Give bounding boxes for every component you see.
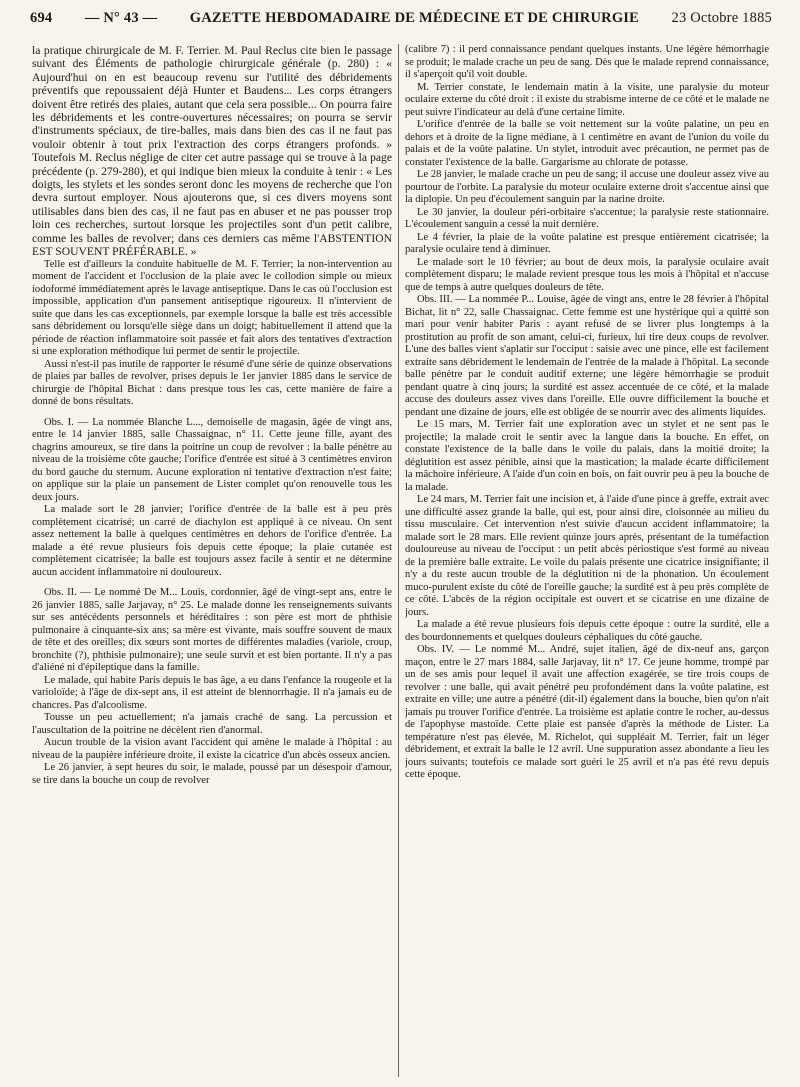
- page-header: [30, 10, 772, 36]
- left-column: [32, 44, 392, 1081]
- paragraph: Aucun trouble de la vision avant l'accident qui amène le malade à l'hôpital : au niveau de la paupière inférieure droite, il existe la cicatrice d'un abcès osseux ancien.: [32, 737, 392, 761]
- column-divider: [398, 44, 399, 1077]
- paragraph: L'orifice d'entrée de la balle se voit nettement sur la voûte palatine, un peu en dehors et à droite de la ligne médiane, à 1 centimètre en avant de l'union du voile du palais et de la voûte palatine. Un stylet, introduit avec précaution, ne permet pas de constater l'existence de la balle. Gargarisme au chlorate de potasse.: [405, 119, 769, 168]
- observation-2: Obs. II. — Le nommé De M... Louis, cordonnier, âgé de vingt-sept ans, entre le 26 janvier 1885, salle Jarjavay, n° 25. Le malade donne les renseignements suivants sur ses antécédents personnels et héréditaires : son père est mort de phthisie pulmonaire à cinquante-six ans; sa mère est vivante, mais souffre souvent de maux de tête et des oreilles; dix sœurs sont mortes de différentes maladies (variole, croup, bronchite (?), phthisie pulmonaire); une seule survit et est bien portante. Il n'y a pas d'aliéné ni d'épileptique dans la famille.: [32, 587, 392, 673]
- paragraph: Le malade, qui habite Paris depuis le bas âge, a eu dans l'enfance la rougeole et la varioloïde; à l'âge de dix-sept ans, il est atteint de blennorrhagie. Il n'a jamais eu de chancres. Pas d'alcoolisme.: [32, 674, 392, 711]
- paragraph: Telle est d'ailleurs la conduite habituelle de M. F. Terrier; la non-intervention au moment de l'accident et l'occlusion de la plaie avec le collodion simple ou mieux iodoformé immédiatement après le lavage antiseptique. Dans le cas où l'occlusion est impossible, application d'un pansement antiseptique rigoureux. Il n'intervient de suite que dans les cas exceptionnels, par exemple lorsque la balle est très accessible sans débridement ou lorsqu'elle siège dans un doigt; habituellement il attend que la période de réaction inflammatoire soit passée et fait alors des tentatives d'extraction si une exploration méthodique lui permet de sentir le projectile.: [32, 258, 392, 357]
- paragraph: Le 28 janvier, le malade crache un peu de sang; il accuse une douleur assez vive au pourtour de l'orbite. La paralysie du moteur oculaire externe droit s'accentue ainsi que la diplopie. Un peu d'écoulement sanguin par la narine droite.: [405, 169, 769, 205]
- paragraph: La malade sort le 28 janvier; l'orifice d'entrée de la balle est à peu près complètement cicatrisé; un carré de diachylon est appliqué à ce niveau. On sent assez nettement la balle à quelques centimètres en dehors de l'orifice d'entrée. La malade a été revue plusieurs fois depuis cette époque; la plaie cutanée est complètement cicatrisée; la balle est toujours assez facile à sentir et ne détermine aucun accident inflammatoire ni douloureux.: [32, 504, 392, 578]
- paragraph: Le malade sort le 10 février; au bout de deux mois, la paralysie oculaire avait complètement disparu; le malade revient presque tous les mois à l'hôpital et n'accuse que de temps à autre quelques douleurs de tête.: [405, 256, 769, 293]
- issue-number: — N° 43 —: [84, 10, 158, 26]
- paragraph: Le 30 janvier, la douleur péri-orbitaire s'accentue; la paralysie reste stationnaire. L'écoulement sanguin a cessé la nuit dernière.: [405, 206, 769, 230]
- paragraph: Le 15 mars, M. Terrier fait une exploration avec un stylet et ne sent pas le projectile; la malade croit le sentir avec la langue dans la bouche. En effet, on constate l'existence de la balle dans le voile du palais, dans la moitié droite; la déglutition est assez pénible, ainsi que la mastication; la malade écarte difficilement la mâchoire inférieure. A l'aide d'un coin en bois, on fait ouvrir peu à peu la bouche de la malade.: [405, 419, 769, 493]
- journal-title: GAZETTE HEBDOMADAIRE DE MÉDECINE ET DE CHIRURGIE: [189, 10, 640, 26]
- issue-date: 23 Octobre 1885: [671, 10, 772, 26]
- observation-3: Obs. III. — La nommée P... Louise, âgée de vingt ans, entre le 28 février à l'hôpital Bichat, lit n° 22, salle Chassaignac. Cette femme est une hystérique qui a quitté son mari pour venir habiter Paris : ayant refusé de se livrer plus longtemps à la prostitution au profit de son amant, celui-ci, furieux, lui tire deux coups de revolver. L'une des balles vient s'aplatir sur l'occiput : saisie avec une pince, elle est facilement extraite sans débridement le lendemain de l'entrée de la malade à l'hôpital. La seconde balle pénètre par le conduit auditif externe; une légère hémorrhagie se produit pendant quatre à cinq jours; la surdité est assez accentuée de ce côté, et la malade accuse des douleurs assez vives dans l'oreille. Elle ouvre difficilement la bouche et pendant une dizaine de jours, elle est obligée de se nourrir avec des aliments liquides.: [405, 294, 769, 418]
- paragraph: Le 26 janvier, à sept heures du soir, le malade, poussé par un désespoir d'amour, se tire dans la bouche un coup de revolver: [32, 762, 392, 786]
- paragraph: Le 4 février, la plaie de la voûte palatine est presque entièrement cicatrisée; la paralysie oculaire tend à diminuer.: [405, 231, 769, 255]
- right-column: [405, 44, 769, 1081]
- observation-1: Obs. I. — La nommée Blanche L..., demoiselle de magasin, âgée de vingt ans, entre le 14 janvier 1885, salle Chassaignac, n° 11. Cette jeune fille, ayant des chagrins amoureux, se tire dans la poitrine un coup de revolver : la balle pénètre au niveau de la troisième côte gauche; l'orifice d'entrée est situé à 3 centimètres environ du bord gauche du sternum. Aucune exploration ni tentative d'extraction n'est faite; on applique sur la plaie un pansement de Lister complet qu'on renouvelle tous les deux jours.: [32, 416, 392, 503]
- page-number: 694: [30, 10, 53, 26]
- paragraph: Aussi n'est-il pas inutile de rapporter le résumé d'une série de quinze observations de plaies par balles de revolver, prises depuis le 1er janvier 1885 dans le service de chirurgie de l'hôpital Bichat : dans presque tous les cas, cette manière de faire a donné de bons résultats.: [32, 358, 392, 407]
- paragraph: Tousse un peu actuellement; n'a jamais craché de sang. La percussion et l'auscultation de la poitrine ne décèlent rien d'anormal.: [32, 712, 392, 736]
- paragraph: Le 24 mars, M. Terrier fait une incision et, à l'aide d'une pince à greffe, extrait avec une difficulté assez grande la balle, qui est, pour ainsi dire, cloisonnée au milieu du tissu musculaire. Cet intervention n'est suivie d'aucun accident inflammatoire; la malade sort le 28 mars. Elle revient quinze jours après, présentant de la tuméfaction douloureuse au niveau de l'occiput : un petit abcès périostique s'est formé au niveau de la première balle extraite. Le voile du palais présente une cicatrice insignifiante; il n'y a du reste aucun trouble de la déglutition ni de la phonation. Un écoulement muco-purulent existe du côté de l'oreille gauche; la surdité est à peu près complète de ce côté. L'abcès de la région occipitale est ouvert et se cicatrise en une dizaine de jours.: [405, 494, 769, 618]
- paragraph: (calibre 7) : il perd connaissance pendant quelques instants. Une légère hémorrhagie se produit; le malade crache un peu de sang. Dès que le malade reprend connaissance, il s'aperçoit qu'il voit double.: [405, 44, 769, 80]
- observation-4: Obs. IV. — Le nommé M... André, sujet italien, âgé de dix-neuf ans, garçon maçon, entre le 27 mars 1884, salle Jarjavay, lit n° 17. Ce jeune homme, trompé par un de ses amis pour lequel il avait une affection exagérée, se tire trois coups de revolver : une balle, qui avait pénétré peu profondément dans la voûte palatine, est extraite en ville; une autre a pénétré (dit-il) également dans la bouche, bien qu'on n'ait jamais pu trouver l'orifice d'entrée. La troisième est aplatie contre le rocher, au-dessus de l'apophyse mastoïde. Cette plaie est pansée d'après la méthode de Lister. La température n'est pas élevée, M. Richelot, qui suppléait M. Terrier, fait un léger débridement, et extrait la balle le 12 avril. Une suppuration assez abondante a lieu les jours suivants; toutefois ce malade sort guéri le 25 avril et n'a pas été revu depuis cette époque.: [405, 644, 769, 780]
- paragraph: M. Terrier constate, le lendemain matin à la visite, une paralysie du moteur oculaire externe du côté droit : il existe du strabisme interne de ce côté et le malade ne peut suivre l'indicateur au delà d'une certaine limite.: [405, 81, 769, 118]
- paragraph: La malade a été revue plusieurs fois depuis cette époque : outre la surdité, elle a des bourdonnements et quelques douleurs céphaliques du côté gauche.: [405, 619, 769, 643]
- paragraph: la pratique chirurgicale de M. F. Terrier. M. Paul Reclus cite bien le passage suivant des Éléments de pathologie chirurgicale générale (p. 280) : « Aujourd'hui on en est beaucoup revenu sur l'utilité des débridements préventifs que repoussaient déjà Hunter et Baudens... Les corps étrangers doivent être retirés des plaies, autant que cela sera possible... On pourra faire les débridements et les contre-ouvertures nécessaires; on pourra se servir d'instruments spéciaux, de tire-balles, mais dans bien des cas il ne faut pas vouloir obtenir à tout prix l'extraction des corps étrangers profonds. » Toutefois M. Reclus néglige de citer cet autre passage qui se trouve à la page précédente (p. 279-280), et qui indique bien mieux la conduite à tenir : « Les doigts, les stylets et les sondes seront donc les moyens de recherche que l'on devra surtout employer. Nous ajouterons que, si ces divers moyens sont utilisables dans bien des cas, il ne faut pas en abuser et ne pas pousser trop loin ces recherches, surtout lorsque les projectiles sont d'un petit calibre, comme les balles de revolver; dans ces derniers cas même l'ABSTENTION EST SOUVENT PRÉFÉRABLE. »: [32, 44, 392, 259]
